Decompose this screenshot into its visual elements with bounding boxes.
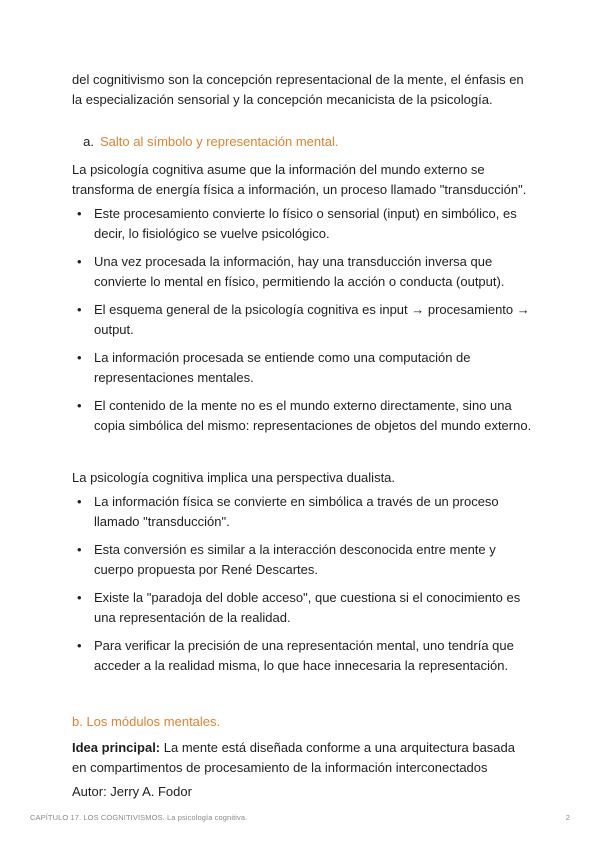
list-item: • Para verificar la precisión de una representación mental, uno tendría que acceder a la realidad misma, lo que hace innecesaria la representación. [77,638,514,673]
bullet-icon: • [77,254,82,269]
section-a-title: Salto al símbolo y representación mental. [100,134,339,149]
section-a-heading [72,132,532,152]
list-item: • Este procesamiento convierte lo físico o sensorial (input) en simbólico, es decir, lo fisiológico se vuelve psicológico. [77,206,517,241]
list-item: • El esquema general de la psicología cognitiva es input → procesamiento → output. [77,302,530,337]
page-footer [30,808,570,828]
bullet-icon: • [77,398,82,413]
bullet-icon: • [77,350,82,365]
section-a-marker: a. [83,134,94,149]
list-item: • El contenido de la mente no es el mundo externo directamente, sino una copia simbólica del mismo: representaciones de objetos del mundo externo. [77,398,532,433]
bullet-icon: • [77,542,82,557]
section-b-title: b. Los módulos mentales. [72,714,221,729]
list-item: • La información procesada se entiende como una computación de representaciones mentales. [77,350,471,385]
list-item: • Una vez procesada la información, hay una transducción inversa que convierte lo mental en físico, permitiendo la acción o conducta (output). [77,254,505,289]
main-idea-text: La mente está diseñada conforme a una arquitectura basada en compartimentos de procesamiento de la información interconectados [72,740,515,775]
main-idea-label: Idea principal: [72,740,161,755]
list-item: • Esta conversión es similar a la interacción desconocida entre mente y cuerpo propuesta por René Descartes. [77,542,496,577]
footer-chapter-title: CAPÍTULO 17. LOS COGNITIVISMOS. La psicología cognitiva. [30,813,248,822]
bullet-icon: • [77,638,82,653]
list-item: • La información física se convierte en simbólica a través de un proceso llamado "transducción". [77,494,499,529]
dualism-paragraph: La psicología cognitiva implica una perspectiva dualista. [72,470,396,485]
bullet-icon: • [77,302,82,317]
section-a-bullet-list [72,204,532,436]
page-number: 2 [565,813,570,822]
list-item: • Existe la "paradoja del doble acceso", que cuestiona si el conocimiento es una representación de la realidad. [77,590,521,625]
transduction-paragraph: La psicología cognitiva asume que la información del mundo externo se transforma de energía física a información, un proceso llamado "transducción". [72,162,527,197]
main-idea [72,738,532,778]
bullet-icon: • [77,494,82,509]
intro-paragraph: del cognitivismo son la concepción representacional de la mente, el énfasis en la especialización sensorial y la concepción mecanicista de la psicología. [72,72,524,107]
dualism-bullet-list [72,492,532,676]
page-content [72,70,532,802]
bullet-icon: • [77,590,82,605]
author-line: Autor: Jerry A. Fodor [72,784,192,799]
bullet-icon: • [77,206,82,221]
